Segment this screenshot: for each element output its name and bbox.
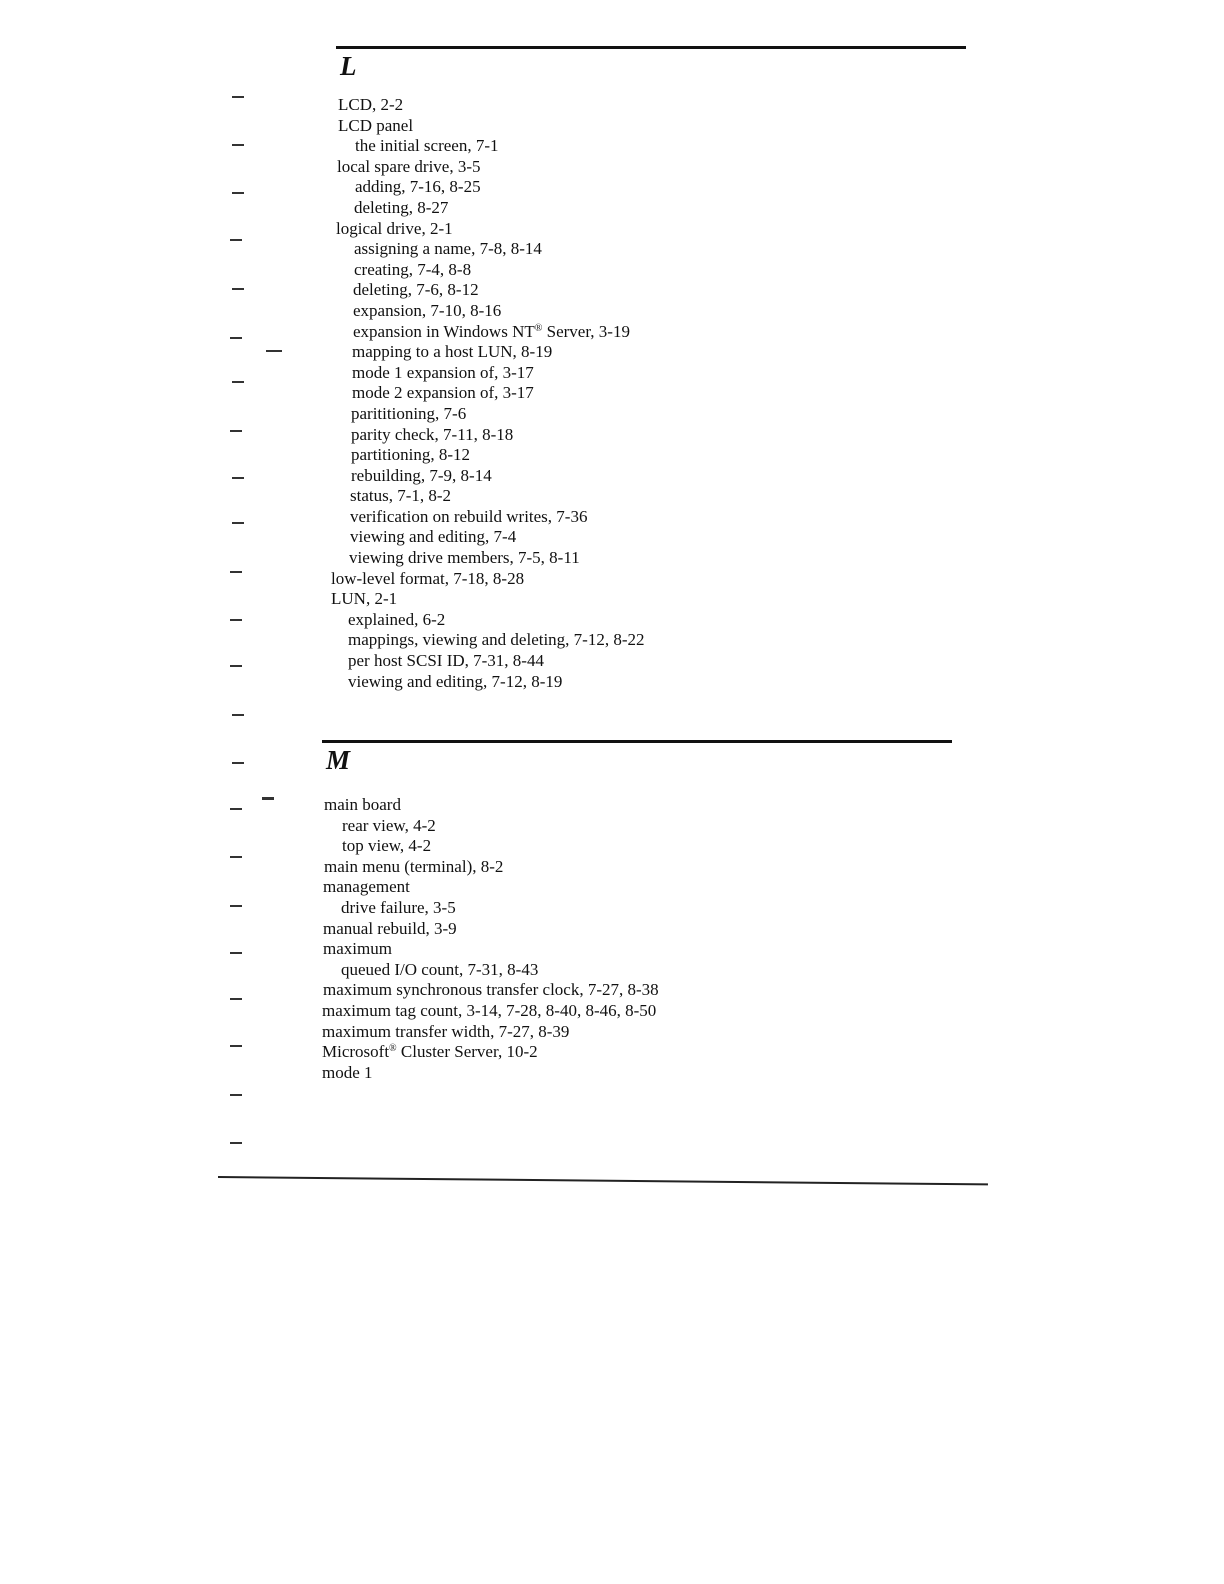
index-subentry [332,527,966,548]
entry-text: expansion, 7-10, 8-16 [353,300,502,320]
margin-tick [230,1045,242,1047]
stray-mark [262,797,274,800]
margin-tick [232,192,244,194]
entry-text: per host SCSI ID, 7-31, 8-44 [348,651,544,671]
index-subentry [333,425,966,446]
index-entry [323,980,952,1001]
index-subentry [337,136,966,157]
index-entry [324,795,952,816]
entry-text: manual rebuild, 3-9 [323,918,457,938]
entry-text: logical drive, 2-1 [336,218,453,238]
entry-text: explained, 6-2 [348,609,446,629]
entry-text-tail: Cluster Server, 10-2 [396,1042,538,1062]
margin-tick [230,1094,242,1096]
entry-text: deleting, 7-6, 8-12 [353,280,479,300]
index-entry [324,857,952,878]
entry-text: LUN, 2-1 [331,589,398,609]
index-subentry [330,630,966,651]
entry-text: viewing drive members, 7-5, 8-11 [349,548,580,568]
entry-text: maximum [323,939,392,959]
index-subentry [334,342,966,363]
margin-tick [230,337,242,339]
index-section-m [322,740,952,1083]
index-subentry [323,960,952,981]
index-subentry [330,672,966,693]
margin-tick [230,952,242,954]
index-entry-list [322,795,952,1083]
index-entry [336,219,966,240]
entry-text: parititioning, 7-6 [351,403,467,423]
entry-text: parity check, 7-11, 8-18 [351,424,514,444]
index-subentry [323,898,952,919]
margin-tick [230,430,242,432]
entry-text: management [323,877,410,897]
index-subentry [324,836,952,857]
index-subentry [332,486,966,507]
index-subentry [337,177,966,198]
entry-text: verification on rebuild writes, 7-36 [350,506,588,526]
entry-text: Microsoft [322,1042,390,1062]
index-subentry [335,280,966,301]
index-entry [322,1022,952,1043]
index-subentry [335,322,966,343]
index-subentry [331,548,966,569]
entry-text: main menu (terminal), 8-2 [324,856,504,876]
margin-tick [232,96,244,98]
margin-tick [232,714,244,716]
margin-tick [230,998,242,1000]
entry-text: status, 7-1, 8-2 [350,486,452,506]
index-subentry [334,383,966,404]
index-subentry [333,445,966,466]
index-entry [322,1063,952,1084]
margin-tick [230,239,242,241]
margin-tick [232,477,244,479]
margin-tick [230,571,242,573]
index-subentry [332,507,966,528]
entry-text: assigning a name, 7-8, 8-14 [354,239,542,259]
index-subentry [333,404,966,425]
entry-text: mode 1 expansion of, 3-17 [352,362,534,382]
entry-text: maximum synchronous transfer clock, 7-27, 8-38 [323,980,659,1000]
margin-tick [230,619,242,621]
page-bottom-rule [218,1176,988,1185]
entry-text-tail: Server, 3-19 [542,321,630,341]
registered-mark: ® [534,322,543,334]
stray-mark [266,350,282,352]
entry-text: mode 1 [322,1062,373,1082]
entry-text: the initial screen, 7-1 [355,136,499,156]
index-subentry [324,816,952,837]
entry-text: deleting, 8-27 [354,197,449,217]
entry-text: LCD, 2-2 [338,95,404,114]
entry-text: rebuilding, 7-9, 8-14 [351,465,492,485]
index-subentry [335,301,966,322]
margin-tick [230,856,242,858]
entry-text: top view, 4-2 [342,836,432,856]
section-letter: M [326,745,351,775]
entry-text: queued I/O count, 7-31, 8-43 [341,959,539,979]
index-section-l [331,46,966,692]
index-subentry [336,260,966,281]
entry-text: maximum transfer width, 7-27, 8-39 [322,1021,570,1041]
index-subentry [334,363,966,384]
index-entry [338,116,966,137]
index-subentry [336,198,966,219]
entry-text: rear view, 4-2 [342,815,436,835]
index-entry [323,939,952,960]
margin-tick [232,762,244,764]
margin-tick [230,905,242,907]
margin-tick [232,381,244,383]
index-subentry [336,239,966,260]
entry-text: mappings, viewing and deleting, 7-12, 8-22 [348,630,645,650]
entry-text: local spare drive, 3-5 [337,156,481,176]
index-entry [338,95,966,116]
index-subentry [330,651,966,672]
index-entry [337,157,966,178]
index-entry-list [331,95,966,692]
section-rule [336,46,966,49]
entry-text: mapping to a host LUN, 8-19 [352,342,553,362]
index-entry [322,1042,952,1063]
index-subentry [330,610,966,631]
entry-text: creating, 7-4, 8-8 [354,259,472,279]
entry-text: drive failure, 3-5 [341,897,456,917]
index-entry [331,589,966,610]
margin-tick [230,808,242,810]
entry-text: adding, 7-16, 8-25 [355,177,481,197]
index-entry [323,919,952,940]
index-subentry [333,466,966,487]
margin-tick [232,144,244,146]
index-entry [323,877,952,898]
section-rule [322,740,952,743]
entry-text: maximum tag count, 3-14, 7-28, 8-40, 8-46, 8-50 [322,1000,657,1020]
entry-text: expansion in Windows NT [353,321,535,341]
entry-text: viewing and editing, 7-4 [350,527,517,547]
margin-tick [230,1142,242,1144]
entry-text: mode 2 expansion of, 3-17 [352,383,534,403]
entry-text: LCD panel [338,115,414,135]
entry-text: viewing and editing, 7-12, 8-19 [348,671,563,691]
entry-text: partitioning, 8-12 [351,445,470,465]
entry-text: low-level format, 7-18, 8-28 [331,568,525,588]
index-entry [322,1001,952,1022]
section-letter: L [340,51,357,81]
margin-tick [230,665,242,667]
registered-mark: ® [389,1043,397,1055]
entry-text: main board [324,795,401,814]
margin-tick [232,288,244,290]
index-entry [331,569,966,590]
margin-tick [232,522,244,524]
